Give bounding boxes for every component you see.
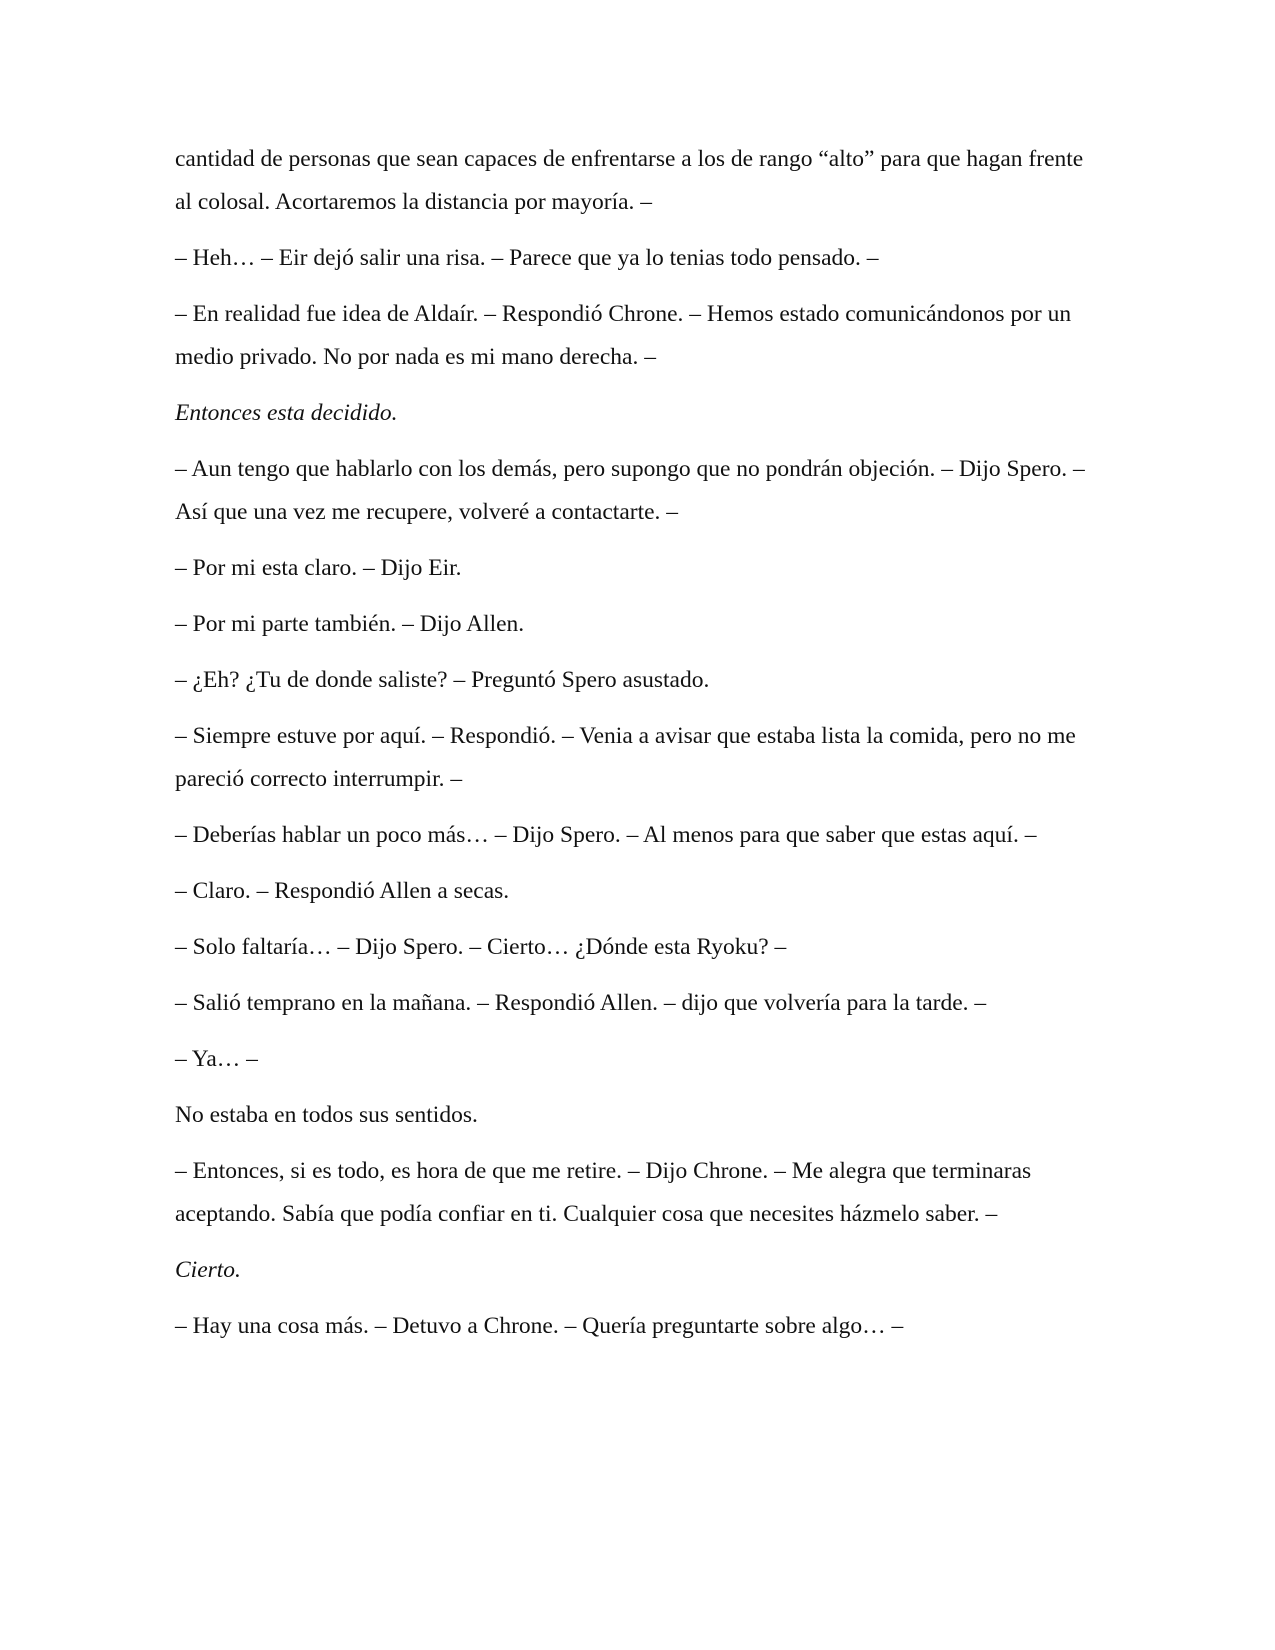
paragraph: cantidad de personas que sean capaces de enfrentarse a los de rango “alto” para que hagan frente al colosal. Acortaremos la distancia por mayoría. – bbox=[175, 146, 1084, 215]
paragraph: – Solo faltaría… – Dijo Spero. – Cierto… ¿Dónde esta Ryoku? – bbox=[175, 934, 787, 960]
document-body bbox=[175, 138, 1105, 1361]
paragraph: – Hay una cosa más. – Detuvo a Chrone. – Quería preguntarte sobre algo… – bbox=[175, 1313, 904, 1339]
italic-paragraph: Cierto. bbox=[175, 1257, 241, 1283]
paragraph: No estaba en todos sus sentidos. bbox=[175, 1102, 478, 1128]
paragraph: – Claro. – Respondió Allen a secas. bbox=[175, 878, 510, 904]
paragraph: – Siempre estuve por aquí. – Respondió. – Venia a avisar que estaba lista la comida, pero no me pareció correcto interrumpir. – bbox=[175, 723, 1076, 792]
paragraph: – En realidad fue idea de Aldaír. – Respondió Chrone. – Hemos estado comunicándonos por un medio privado. No por nada es mi mano derecha. – bbox=[175, 301, 1072, 370]
paragraph: – Aun tengo que hablarlo con los demás, pero supongo que no pondrán objeción. – Dijo Spero. – Así que una vez me recupere, volveré a contactarte. – bbox=[175, 456, 1085, 525]
paragraph: – Heh… – Eir dejó salir una risa. – Parece que ya lo tenias todo pensado. – bbox=[175, 245, 879, 271]
paragraph: – Salió temprano en la mañana. – Respondió Allen. – dijo que volvería para la tarde. – bbox=[175, 990, 987, 1016]
paragraph: – Por mi parte también. – Dijo Allen. bbox=[175, 611, 525, 637]
paragraph: – ¿Eh? ¿Tu de donde saliste? – Preguntó Spero asustado. bbox=[175, 667, 710, 693]
paragraph: – Por mi esta claro. – Dijo Eir. bbox=[175, 555, 462, 581]
italic-paragraph: Entonces esta decidido. bbox=[175, 400, 398, 426]
paragraph: – Deberías hablar un poco más… – Dijo Spero. – Al menos para que saber que estas aquí. – bbox=[175, 822, 1037, 848]
paragraph: – Ya… – bbox=[175, 1046, 258, 1072]
paragraph: – Entonces, si es todo, es hora de que me retire. – Dijo Chrone. – Me alegra que terminaras aceptando. Sabía que podía confiar en ti. Cualquier cosa que necesites házmelo saber. – bbox=[175, 1158, 1032, 1227]
